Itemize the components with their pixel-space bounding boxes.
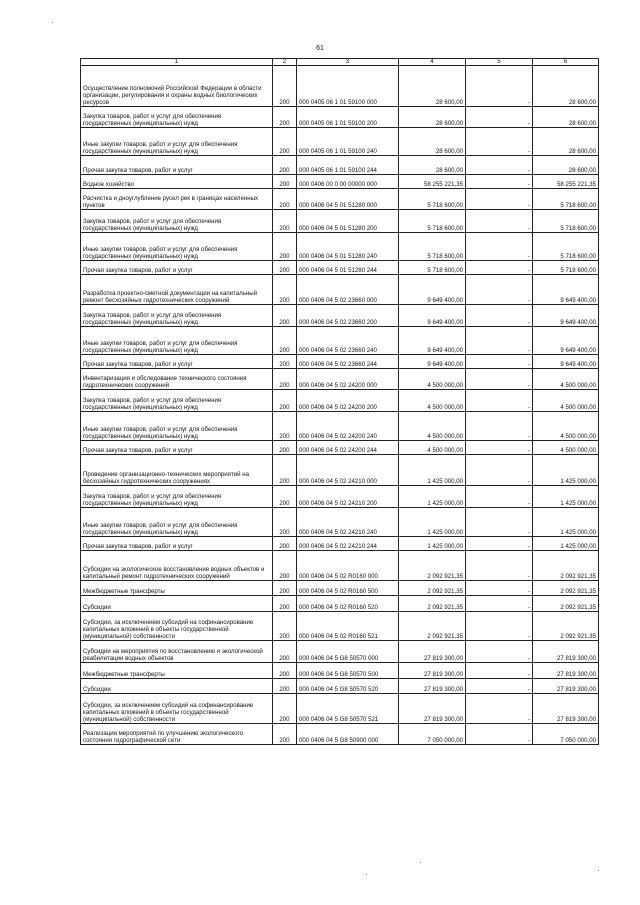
row-classification: 000 0406 04 5 G8 50570 521: [297, 694, 399, 724]
row-approved-amount: 7 050 000,00: [399, 724, 466, 745]
table-row: [81, 724, 599, 745]
table-row: [81, 210, 599, 233]
row-classification: 000 0406 04 5 02 24210 240: [297, 508, 399, 537]
row-code: 200: [273, 128, 297, 156]
row-code: 200: [273, 486, 297, 508]
row-total-amount: 9 649 400,00: [533, 305, 599, 327]
row-name: Водное хозяйство: [81, 175, 273, 189]
row-total-amount: 1 425 000,00: [533, 508, 599, 537]
row-code: 200: [273, 537, 297, 551]
row-total-amount: 7 050 000,00: [533, 724, 599, 745]
row-code: 200: [273, 694, 297, 724]
table-row: [81, 233, 599, 261]
row-total-amount: 27 819 300,00: [533, 663, 599, 679]
row-total-amount: 5 718 600,00: [533, 210, 599, 233]
scan-speck: [366, 874, 367, 875]
row-name: Прочая закупка товаров, работ и услуг: [81, 537, 273, 551]
row-approved-amount: 28 600,00: [399, 156, 466, 175]
row-total-amount: 58 255 221,35: [533, 175, 599, 189]
row-change-amount: -: [466, 612, 533, 641]
row-change-amount: -: [466, 210, 533, 233]
row-approved-amount: 27 819 300,00: [399, 641, 466, 663]
row-code: 200: [273, 724, 297, 745]
row-change-amount: -: [466, 327, 533, 355]
row-total-amount: 2 092 921,35: [533, 596, 599, 612]
row-classification: 000 0406 04 5 02 R0160 500: [297, 581, 399, 596]
row-total-amount: 2 092 921,35: [533, 551, 599, 581]
table-row: [81, 261, 599, 275]
row-approved-amount: 27 819 300,00: [399, 679, 466, 694]
row-total-amount: 28 600,00: [533, 107, 599, 128]
table-row: [81, 455, 599, 486]
table-row: [81, 107, 599, 128]
row-classification: 000 0406 04 5 02 23660 240: [297, 327, 399, 355]
row-change-amount: -: [466, 390, 533, 412]
column-header-4: 4: [399, 59, 466, 66]
row-approved-amount: 28 600,00: [399, 66, 466, 107]
row-change-amount: -: [466, 679, 533, 694]
row-classification: 000 0406 04 5 G8 50570 000: [297, 641, 399, 663]
row-approved-amount: 9 649 400,00: [399, 275, 466, 305]
row-name: Межбюджетные трансферты: [81, 581, 273, 596]
row-name: Иные закупки товаров, работ и услуг для обеспечения государственных (муниципальных) нужд: [81, 508, 273, 537]
column-header-2: 2: [273, 59, 297, 66]
row-code: 200: [273, 107, 297, 128]
row-total-amount: 2 092 921,35: [533, 581, 599, 596]
row-name: Прочая закупка товаров, работ и услуг: [81, 156, 273, 175]
row-code: 200: [273, 581, 297, 596]
row-total-amount: 9 649 400,00: [533, 327, 599, 355]
row-approved-amount: 2 092 921,35: [399, 612, 466, 641]
row-code: 200: [273, 679, 297, 694]
row-change-amount: -: [466, 189, 533, 210]
table-row: [81, 355, 599, 369]
row-total-amount: 5 718 600,00: [533, 233, 599, 261]
row-approved-amount: 27 819 300,00: [399, 694, 466, 724]
row-approved-amount: 2 092 921,35: [399, 551, 466, 581]
row-change-amount: -: [466, 305, 533, 327]
row-name: Иные закупки товаров, работ и услуг для обеспечения государственных (муниципальных) нужд: [81, 327, 273, 355]
row-approved-amount: 9 649 400,00: [399, 355, 466, 369]
row-classification: 000 0406 00 0 00 00000 000: [297, 175, 399, 189]
row-total-amount: 27 819 300,00: [533, 679, 599, 694]
row-name: Прочая закупка товаров, работ и услуг: [81, 355, 273, 369]
row-classification: 000 0406 04 5 02 24210 000: [297, 455, 399, 486]
row-name: Субсидии на мероприятия по восстановлению и экологической реабилитации водных объектов: [81, 641, 273, 663]
row-name: Закупка товаров, работ и услуг для обеспечения государственных (муниципальных) нужд: [81, 486, 273, 508]
row-total-amount: 27 819 300,00: [533, 641, 599, 663]
row-change-amount: -: [466, 694, 533, 724]
row-classification: 000 0406 04 5 02 24210 200: [297, 486, 399, 508]
row-code: 200: [273, 66, 297, 107]
column-header-3: 3: [297, 59, 399, 66]
column-number-row: [81, 59, 599, 66]
row-code: 200: [273, 305, 297, 327]
row-name: Проведение организационно-технических мероприятий на бесхозяйных гидротехнических сооружениях: [81, 455, 273, 486]
table-row: [81, 486, 599, 508]
row-code: 200: [273, 261, 297, 275]
row-code: 200: [273, 327, 297, 355]
table-row: [81, 663, 599, 679]
table-row: [81, 581, 599, 596]
row-total-amount: 4 500 000,00: [533, 412, 599, 441]
row-approved-amount: 2 092 921,35: [399, 596, 466, 612]
table-row: [81, 66, 599, 107]
table-row: [81, 596, 599, 612]
row-name: Прочая закупка товаров, работ и услуг: [81, 261, 273, 275]
row-code: 200: [273, 663, 297, 679]
row-classification: 000 0406 04 5 02 24200 000: [297, 369, 399, 390]
table-row: [81, 275, 599, 305]
table-row: [81, 156, 599, 175]
table-row: [81, 551, 599, 581]
row-name: Осуществление полномочий Российской Федерации в области организации, регулирования и охраны водных биологических ресурсов: [81, 66, 273, 107]
row-classification: 000 0406 04 5 02 24200 200: [297, 390, 399, 412]
table-row: [81, 305, 599, 327]
row-approved-amount: 1 425 000,00: [399, 455, 466, 486]
row-name: Закупка товаров, работ и услуг для обеспечения государственных (муниципальных) нужд: [81, 305, 273, 327]
row-approved-amount: 5 718 600,00: [399, 210, 466, 233]
row-classification: 000 0406 04 5 02 R0160 000: [297, 551, 399, 581]
row-classification: 000 0406 04 5 02 24210 244: [297, 537, 399, 551]
row-classification: 000 0406 04 5 02 23660 200: [297, 305, 399, 327]
row-name: Межбюджетные трансферты: [81, 663, 273, 679]
row-change-amount: -: [466, 275, 533, 305]
page-number: 61: [316, 45, 324, 52]
row-approved-amount: 4 500 000,00: [399, 390, 466, 412]
row-total-amount: 9 649 400,00: [533, 355, 599, 369]
row-change-amount: -: [466, 66, 533, 107]
row-code: 200: [273, 412, 297, 441]
row-approved-amount: 9 649 400,00: [399, 305, 466, 327]
table-row: [81, 369, 599, 390]
row-name: Закупка товаров, работ и услуг для обеспечения государственных (муниципальных) нужд: [81, 210, 273, 233]
table-row: [81, 679, 599, 694]
row-total-amount: 5 718 600,00: [533, 261, 599, 275]
row-code: 200: [273, 596, 297, 612]
row-name: Субсидии: [81, 596, 273, 612]
row-name: Инвентаризация и обследование технического состояния гидротехнических сооружений: [81, 369, 273, 390]
table-row: [81, 537, 599, 551]
row-code: 200: [273, 508, 297, 537]
table-row: [81, 189, 599, 210]
row-classification: 000 0406 04 5 01 51280 200: [297, 210, 399, 233]
table-row: [81, 441, 599, 455]
table-row: [81, 390, 599, 412]
row-name: Расчистка и дноуглубление русел рек в границах населенных пунктов: [81, 189, 273, 210]
row-approved-amount: 1 425 000,00: [399, 508, 466, 537]
row-change-amount: -: [466, 537, 533, 551]
row-change-amount: -: [466, 355, 533, 369]
row-total-amount: 4 500 000,00: [533, 369, 599, 390]
row-code: 200: [273, 390, 297, 412]
row-change-amount: -: [466, 663, 533, 679]
row-change-amount: -: [466, 581, 533, 596]
row-total-amount: 1 425 000,00: [533, 486, 599, 508]
row-code: 200: [273, 551, 297, 581]
row-change-amount: -: [466, 551, 533, 581]
row-change-amount: -: [466, 156, 533, 175]
row-classification: 000 0406 04 5 01 51280 244: [297, 261, 399, 275]
row-classification: 000 0406 04 5 02 R0160 520: [297, 596, 399, 612]
column-header-6: 6: [533, 59, 599, 66]
table-body: [81, 66, 599, 745]
row-approved-amount: 28 600,00: [399, 128, 466, 156]
row-total-amount: 4 500 000,00: [533, 441, 599, 455]
row-approved-amount: 4 500 000,00: [399, 441, 466, 455]
row-name: Прочая закупка товаров, работ и услуг: [81, 441, 273, 455]
table-row: [81, 612, 599, 641]
row-code: 200: [273, 233, 297, 261]
row-name: Закупка товаров, работ и услуг для обеспечения государственных (муниципальных) нужд: [81, 390, 273, 412]
row-classification: 000 0406 04 5 02 24200 240: [297, 412, 399, 441]
row-code: 200: [273, 441, 297, 455]
row-approved-amount: 28 600,00: [399, 107, 466, 128]
row-code: 200: [273, 355, 297, 369]
row-change-amount: -: [466, 724, 533, 745]
row-name: Субсидии, за исключением субсидий на софинансирование капитальных вложений в объекты государственной (муниципальной) собственности: [81, 612, 273, 641]
row-approved-amount: 1 425 000,00: [399, 486, 466, 508]
row-approved-amount: 2 092 921,35: [399, 581, 466, 596]
row-total-amount: 27 819 300,00: [533, 694, 599, 724]
row-code: 200: [273, 275, 297, 305]
row-name: Иные закупки товаров, работ и услуг для обеспечения государственных (муниципальных) нужд: [81, 412, 273, 441]
row-change-amount: -: [466, 441, 533, 455]
table-row: [81, 694, 599, 724]
row-approved-amount: 9 649 400,00: [399, 327, 466, 355]
row-classification: 000 0406 04 5 G8 50900 000: [297, 724, 399, 745]
row-approved-amount: 5 718 600,00: [399, 261, 466, 275]
table-row: [81, 175, 599, 189]
row-classification: 000 0406 04 5 02 24200 244: [297, 441, 399, 455]
row-total-amount: 9 649 400,00: [533, 275, 599, 305]
row-classification: 000 0406 04 5 02 23660 244: [297, 355, 399, 369]
row-classification: 000 0406 04 5 02 23660 000: [297, 275, 399, 305]
table-row: [81, 508, 599, 537]
row-name: Реализация мероприятий по улучшению экологического состояния гидрографической сети: [81, 724, 273, 745]
table-header: [81, 59, 599, 66]
table-row: [81, 128, 599, 156]
scan-speck: [52, 22, 53, 23]
row-name: Субсидии: [81, 679, 273, 694]
row-classification: 000 0405 06 1 01 59100 244: [297, 156, 399, 175]
row-change-amount: -: [466, 128, 533, 156]
row-approved-amount: 4 500 000,00: [399, 412, 466, 441]
row-code: 200: [273, 156, 297, 175]
row-approved-amount: 4 500 000,00: [399, 369, 466, 390]
row-classification: 000 0406 04 5 01 51280 240: [297, 233, 399, 261]
row-change-amount: -: [466, 261, 533, 275]
row-change-amount: -: [466, 596, 533, 612]
column-header-5: 5: [466, 59, 533, 66]
row-change-amount: -: [466, 175, 533, 189]
budget-table: [80, 58, 599, 745]
row-classification: 000 0406 04 5 G8 50570 500: [297, 663, 399, 679]
row-classification: 000 0406 04 5 02 R0160 521: [297, 612, 399, 641]
row-classification: 000 0405 06 1 01 59100 200: [297, 107, 399, 128]
row-name: Иные закупки товаров, работ и услуг для обеспечения государственных (муниципальных) нужд: [81, 233, 273, 261]
row-total-amount: 2 092 921,35: [533, 612, 599, 641]
table-row: [81, 641, 599, 663]
row-classification: 000 0405 06 1 01 59100 240: [297, 128, 399, 156]
row-name: Разработка проектно-сметной документации на капитальный ремонт бесхозяйных гидротехнических сооружений: [81, 275, 273, 305]
row-change-amount: -: [466, 486, 533, 508]
row-change-amount: -: [466, 107, 533, 128]
row-approved-amount: 27 819 300,00: [399, 663, 466, 679]
row-code: 200: [273, 189, 297, 210]
row-approved-amount: 58 255 221,35: [399, 175, 466, 189]
row-total-amount: 5 718 600,00: [533, 189, 599, 210]
row-total-amount: 28 600,00: [533, 128, 599, 156]
row-total-amount: 1 425 000,00: [533, 455, 599, 486]
row-total-amount: 28 600,00: [533, 156, 599, 175]
row-change-amount: -: [466, 412, 533, 441]
row-total-amount: 1 425 000,00: [533, 537, 599, 551]
row-total-amount: 4 500 000,00: [533, 390, 599, 412]
row-name: Иные закупки товаров, работ и услуг для обеспечения государственных (муниципальных) нужд: [81, 128, 273, 156]
table-row: [81, 412, 599, 441]
table-row: [81, 327, 599, 355]
row-code: 200: [273, 641, 297, 663]
scan-speck: [420, 862, 421, 863]
column-header-1: 1: [81, 59, 273, 66]
scan-speck: [598, 870, 599, 871]
row-code: 200: [273, 612, 297, 641]
row-name: Субсидии, за исключением субсидий на софинансирование капитальных вложений в объекты государственной (муниципальной) собственности: [81, 694, 273, 724]
row-change-amount: -: [466, 233, 533, 261]
row-change-amount: -: [466, 369, 533, 390]
row-approved-amount: 5 718 600,00: [399, 233, 466, 261]
row-classification: 000 0406 04 5 01 51280 000: [297, 189, 399, 210]
row-code: 200: [273, 175, 297, 189]
row-classification: 000 0405 06 1 01 59100 000: [297, 66, 399, 107]
row-name: Закупка товаров, работ и услуг для обеспечения государственных (муниципальных) нужд: [81, 107, 273, 128]
row-approved-amount: 1 425 000,00: [399, 537, 466, 551]
row-change-amount: -: [466, 641, 533, 663]
row-name: Субсидии на экологическое восстановление водных объектов и капитальный ремонт гидротехнических сооружений: [81, 551, 273, 581]
row-code: 200: [273, 210, 297, 233]
row-classification: 000 0406 04 5 G8 50570 520: [297, 679, 399, 694]
row-total-amount: 28 600,00: [533, 66, 599, 107]
row-change-amount: -: [466, 455, 533, 486]
row-approved-amount: 5 718 600,00: [399, 189, 466, 210]
row-code: 200: [273, 369, 297, 390]
row-code: 200: [273, 455, 297, 486]
row-change-amount: -: [466, 508, 533, 537]
